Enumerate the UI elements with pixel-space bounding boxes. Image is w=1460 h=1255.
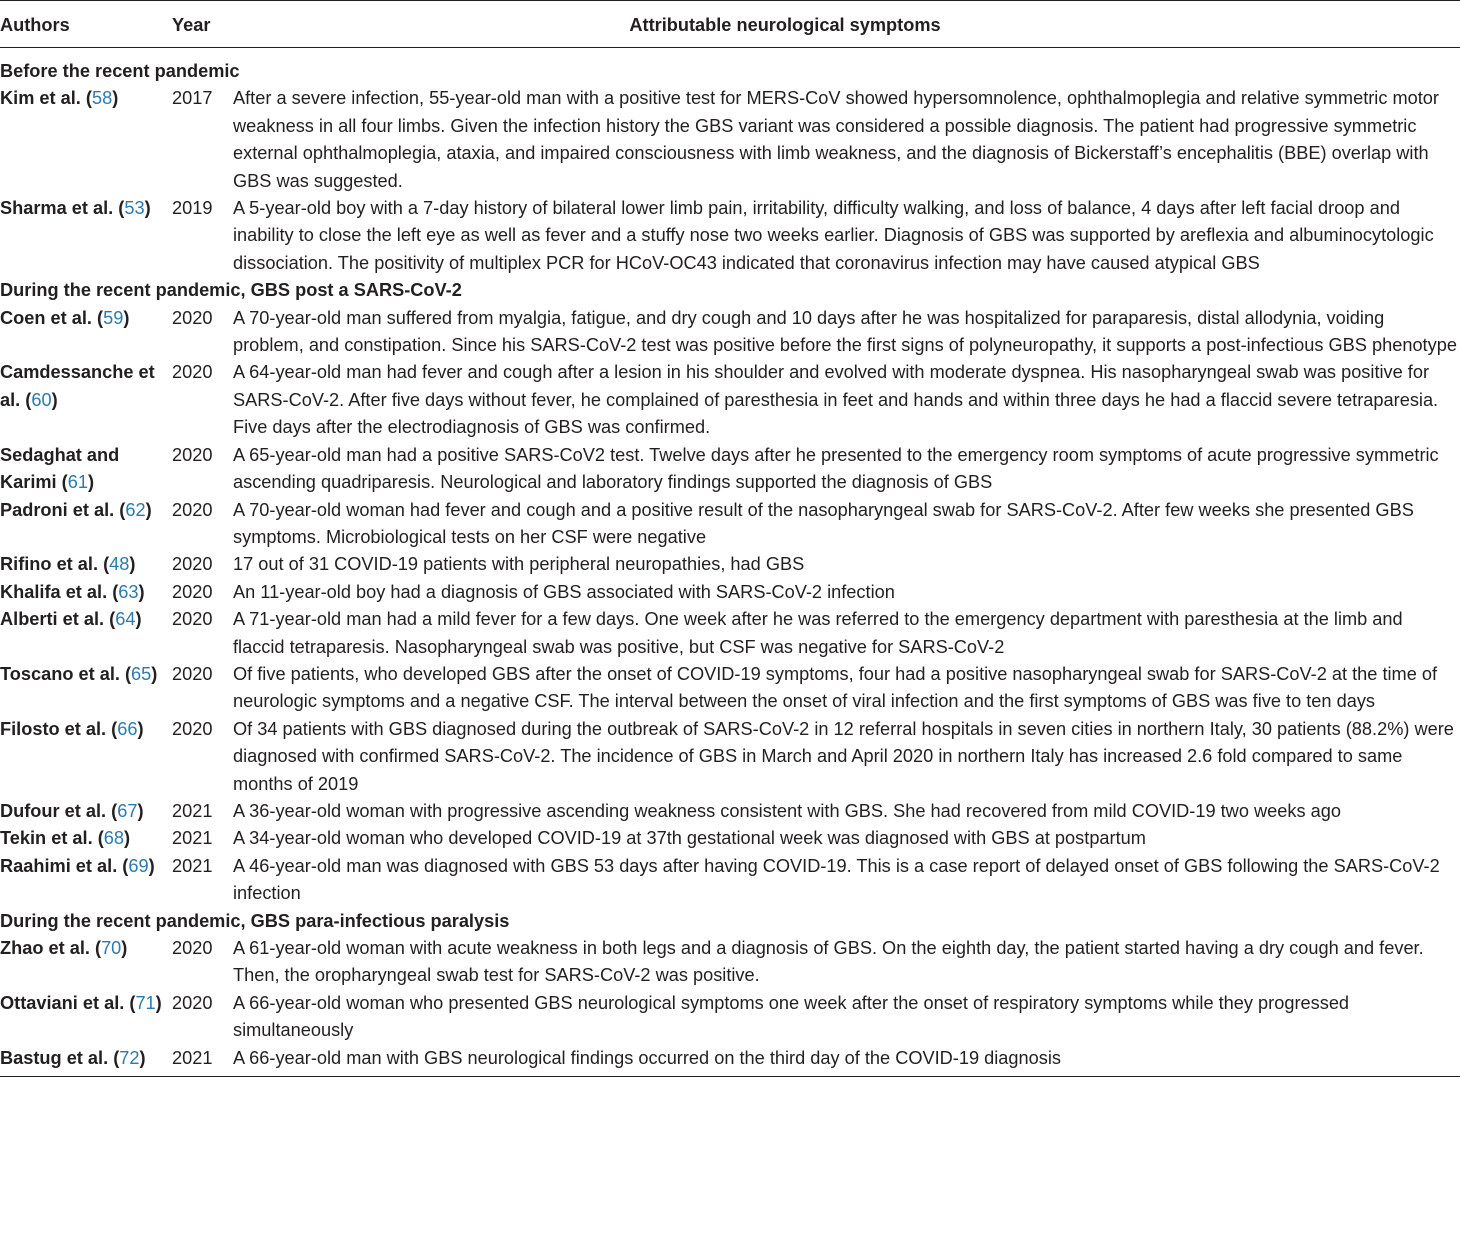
table-row <box>0 716 1460 798</box>
year-cell: 2020 <box>172 307 213 328</box>
year-cell: 2021 <box>172 828 213 849</box>
table-row <box>0 359 1460 441</box>
reference-link[interactable]: 68 <box>103 828 124 849</box>
symptoms-cell: A 70-year-old man suffered from myalgia, fatigue, and dry cough and 10 days after he was hospitalized for paraparesis, distal allodynia, voiding problem, and constipation. Since his SARS-CoV-2 test was positive before the first signs of polyneuropathy, it supports a post-infectious GBS phenotype <box>233 307 1457 356</box>
author-close-paren: ) <box>144 198 151 219</box>
symptoms-cell: A 71-year-old man had a mild fever for a few days. One week after he was referred to the emergency department with paresthesia at the limb and flaccid tetraparesis. Nasopharyngeal swab was positive, but CSF was negative for SARS-CoV-2 <box>233 609 1403 657</box>
symptoms-cell: A 70-year-old woman had fever and cough and a positive result of the nasopharyngeal swab for SARS-CoV-2. After few weeks she presented GBS symptoms. Microbiological tests on her CSF were negative <box>233 499 1414 547</box>
header-authors: Authors <box>0 1 172 48</box>
author-name: Toscano et al. ( <box>0 663 132 684</box>
author-name: Ottaviani et al. ( <box>0 992 136 1013</box>
author-cell <box>0 579 172 606</box>
author-close-paren: ) <box>138 581 145 602</box>
year-cell: 2020 <box>172 362 213 383</box>
author-cell <box>0 305 172 360</box>
table-row <box>0 85 1460 195</box>
author-cell <box>0 825 172 852</box>
symptoms-cell: After a severe infection, 55-year-old man with a positive test for MERS-CoV showed hypersomnolence, ophthalmoplegia and relative symmetric motor weakness in all four limbs. Given the infection history the GBS variant was considered a possible diagnosis. The patient had progressive symmetric external ophthalmoplegia, ataxia, and impaired consciousness with limb weakness, and the diagnosis of Bickerstaff’s encephalitis (BBE) overlap with GBS was suggested. <box>233 88 1439 191</box>
reference-link[interactable]: 63 <box>118 581 139 602</box>
author-close-paren: ) <box>124 828 131 849</box>
author-cell <box>0 606 172 661</box>
author-name: Kim et al. ( <box>0 88 92 109</box>
author-name: Raahimi et al. ( <box>0 855 129 876</box>
year-cell: 2021 <box>172 800 213 821</box>
author-name: Zhao et al. ( <box>0 938 102 958</box>
section-title: During the recent pandemic, GBS para-infectious paralysis <box>0 910 510 931</box>
symptoms-cell: Of 34 patients with GBS diagnosed during the outbreak of SARS-CoV-2 in 12 referral hospitals in seven cities in northern Italy, 30 patients (88.2%) were diagnosed with confirmed SARS-CoV-2. The incidence of GBS in March and April 2020 in northern Italy has increased 2.6 fold compared to same months of 2019 <box>233 718 1454 794</box>
symptoms-cell: Of five patients, who developed GBS after the onset of COVID-19 symptoms, four had a positive nasopharyngeal swab for SARS-CoV-2 at the time of neurologic symptoms and a negative CSF. The interval between the onset of viral infection and the first symptoms of GBS was five to ten days <box>233 663 1438 712</box>
table-row <box>0 305 1460 360</box>
table-row <box>0 990 1460 1045</box>
author-name: Bastug et al. ( <box>0 1047 120 1068</box>
year-cell: 2020 <box>172 609 213 630</box>
reference-link[interactable]: 72 <box>119 1047 140 1068</box>
reference-link[interactable]: 62 <box>125 499 146 520</box>
symptoms-cell: A 36-year-old woman with progressive ascending weakness consistent with GBS. She had recovered from mild COVID-19 two weeks ago <box>233 800 1341 821</box>
reference-link[interactable]: 59 <box>103 307 124 328</box>
symptoms-cell: A 61-year-old woman with acute weakness in both legs and a diagnosis of GBS. On the eighth day, the patient started having a dry cough and fever. Then, the oropharyngeal swab test for SARS-CoV-2 was positive. <box>233 938 1424 986</box>
symptoms-cell: A 65-year-old man had a positive SARS-CoV2 test. Twelve days after he presented to the emergency room symptoms of acute progressive symmetric ascending quadriparesis. Neurological and laboratory findings supported the diagnosis of GBS <box>233 444 1439 493</box>
author-close-paren: ) <box>148 855 155 876</box>
author-cell <box>0 359 172 441</box>
section-title: Before the recent pandemic <box>0 61 240 81</box>
section-title: During the recent pandemic, GBS post a SARS-CoV-2 <box>0 280 462 301</box>
year-cell: 2020 <box>172 554 213 575</box>
table-row <box>0 497 1460 552</box>
year-cell: 2021 <box>172 855 213 876</box>
author-name: Alberti et al. ( <box>0 609 116 630</box>
author-cell <box>0 1045 172 1076</box>
author-cell <box>0 716 172 798</box>
symptoms-cell: 17 out of 31 COVID-19 patients with peripheral neuropathies, had GBS <box>233 554 805 575</box>
symptoms-cell: A 34-year-old woman who developed COVID-19 at 37th gestational week was diagnosed with GBS at postpartum <box>233 828 1146 849</box>
author-name: Sedaghat and Karimi ( <box>0 444 120 493</box>
author-close-paren: ) <box>139 1047 146 1068</box>
year-cell: 2019 <box>172 198 213 219</box>
table-row <box>0 853 1460 908</box>
author-name: Padroni et al. ( <box>0 499 126 520</box>
reference-link[interactable]: 53 <box>124 198 145 219</box>
year-cell: 2020 <box>172 938 213 958</box>
year-cell: 2020 <box>172 718 213 739</box>
table-row <box>0 606 1460 661</box>
year-cell: 2021 <box>172 1047 213 1068</box>
symptoms-cell: A 5-year-old boy with a 7-day history of bilateral lower limb pain, irritability, difficulty walking, and loss of balance, 4 days after left facial droop and inability to close the left eye as well as fever and a stuffy nose two weeks earlier. Diagnosis of GBS was supported by areflexia and albuminocytologic dissociation. The positivity of multiplex PCR for HCoV-OC43 indicated that coronavirus infection may have caused atypical GBS <box>233 198 1434 273</box>
author-close-paren: ) <box>135 609 142 630</box>
author-name: Tekin et al. ( <box>0 828 104 849</box>
section-row <box>0 908 1460 935</box>
year-cell: 2020 <box>172 992 213 1013</box>
author-name: Rifino et al. ( <box>0 554 110 575</box>
author-cell <box>0 85 172 195</box>
year-cell: 2017 <box>172 88 213 109</box>
reference-link[interactable]: 66 <box>117 718 138 739</box>
author-cell <box>0 853 172 908</box>
author-close-paren: ) <box>137 800 144 821</box>
reference-link[interactable]: 65 <box>131 663 152 684</box>
author-cell <box>0 551 172 578</box>
author-name: Dufour et al. ( <box>0 800 118 821</box>
author-name: Filosto et al. ( <box>0 718 118 739</box>
author-cell <box>0 990 172 1045</box>
table-row <box>0 442 1460 497</box>
table-row <box>0 798 1460 825</box>
author-close-paren: ) <box>151 663 158 684</box>
author-close-paren: ) <box>129 554 136 575</box>
reference-link[interactable]: 58 <box>91 88 113 109</box>
table-header <box>0 1 1460 48</box>
table-body <box>0 48 1460 1077</box>
author-name: Coen et al. ( <box>0 307 104 328</box>
year-cell: 2020 <box>172 444 213 465</box>
year-cell: 2020 <box>172 581 213 602</box>
author-cell <box>0 661 172 716</box>
reference-link[interactable]: 70 <box>101 938 122 958</box>
reference-link[interactable]: 67 <box>117 800 138 821</box>
reference-link[interactable]: 61 <box>67 472 88 493</box>
reference-link[interactable]: 60 <box>31 389 52 410</box>
reference-link[interactable]: 48 <box>109 554 130 575</box>
symptoms-cell: A 64-year-old man had fever and cough after a lesion in his shoulder and evolved with moderate dyspnea. His nasopharyngeal swab was positive for SARS-CoV-2. After five days without fever, he complained of paresthesia in feet and hands and within three days he had a flaccid severe tetraparesia. Five days after the electrodiagnosis of GBS was confirmed. <box>233 362 1439 438</box>
reference-link[interactable]: 71 <box>135 992 156 1013</box>
author-close-paren: ) <box>87 472 95 493</box>
header-year: Year <box>172 1 233 48</box>
header-symptoms: Attributable neurological symptoms <box>233 1 1460 48</box>
table-row <box>0 661 1460 716</box>
symptoms-cell: A 66-year-old woman who presented GBS neurological symptoms one week after the onset of respiratory symptoms while they progressed simultaneously <box>233 992 1350 1041</box>
table-row <box>0 579 1460 606</box>
year-cell: 2020 <box>172 663 213 684</box>
symptoms-cell: A 66-year-old man with GBS neurological findings occurred on the third day of the COVID-19 diagnosis <box>233 1047 1061 1068</box>
author-close-paren: ) <box>51 389 58 410</box>
section-row <box>0 48 1460 86</box>
author-cell <box>0 935 172 990</box>
symptoms-cell: A 46-year-old man was diagnosed with GBS 53 days after having COVID-19. This is a case report of delayed onset of GBS following the SARS-CoV-2 infection <box>233 855 1440 904</box>
author-cell <box>0 798 172 825</box>
reference-link[interactable]: 69 <box>128 855 149 876</box>
author-name: Sharma et al. ( <box>0 198 125 219</box>
header-row <box>0 1 1460 48</box>
year-cell: 2020 <box>172 499 213 520</box>
symptoms-cell: An 11-year-old boy had a diagnosis of GBS associated with SARS-CoV-2 infection <box>233 581 895 602</box>
author-close-paren: ) <box>121 938 128 958</box>
table-row <box>0 825 1460 852</box>
table-row <box>0 195 1460 277</box>
author-close-paren: ) <box>137 718 144 739</box>
author-cell <box>0 442 172 497</box>
author-cell <box>0 195 172 277</box>
table-row <box>0 1045 1460 1076</box>
author-close-paren: ) <box>145 499 152 520</box>
author-name: Khalifa et al. ( <box>0 581 119 602</box>
author-close-paren: ) <box>155 992 162 1013</box>
author-name: Camdessanche et al. ( <box>0 362 155 410</box>
reference-link[interactable]: 64 <box>115 609 136 630</box>
author-cell <box>0 497 172 552</box>
bottom-rule <box>0 1076 1460 1077</box>
table-row <box>0 935 1460 990</box>
author-close-paren: ) <box>112 88 119 109</box>
author-close-paren: ) <box>123 307 130 328</box>
table-row <box>0 551 1460 578</box>
section-row <box>0 277 1460 304</box>
